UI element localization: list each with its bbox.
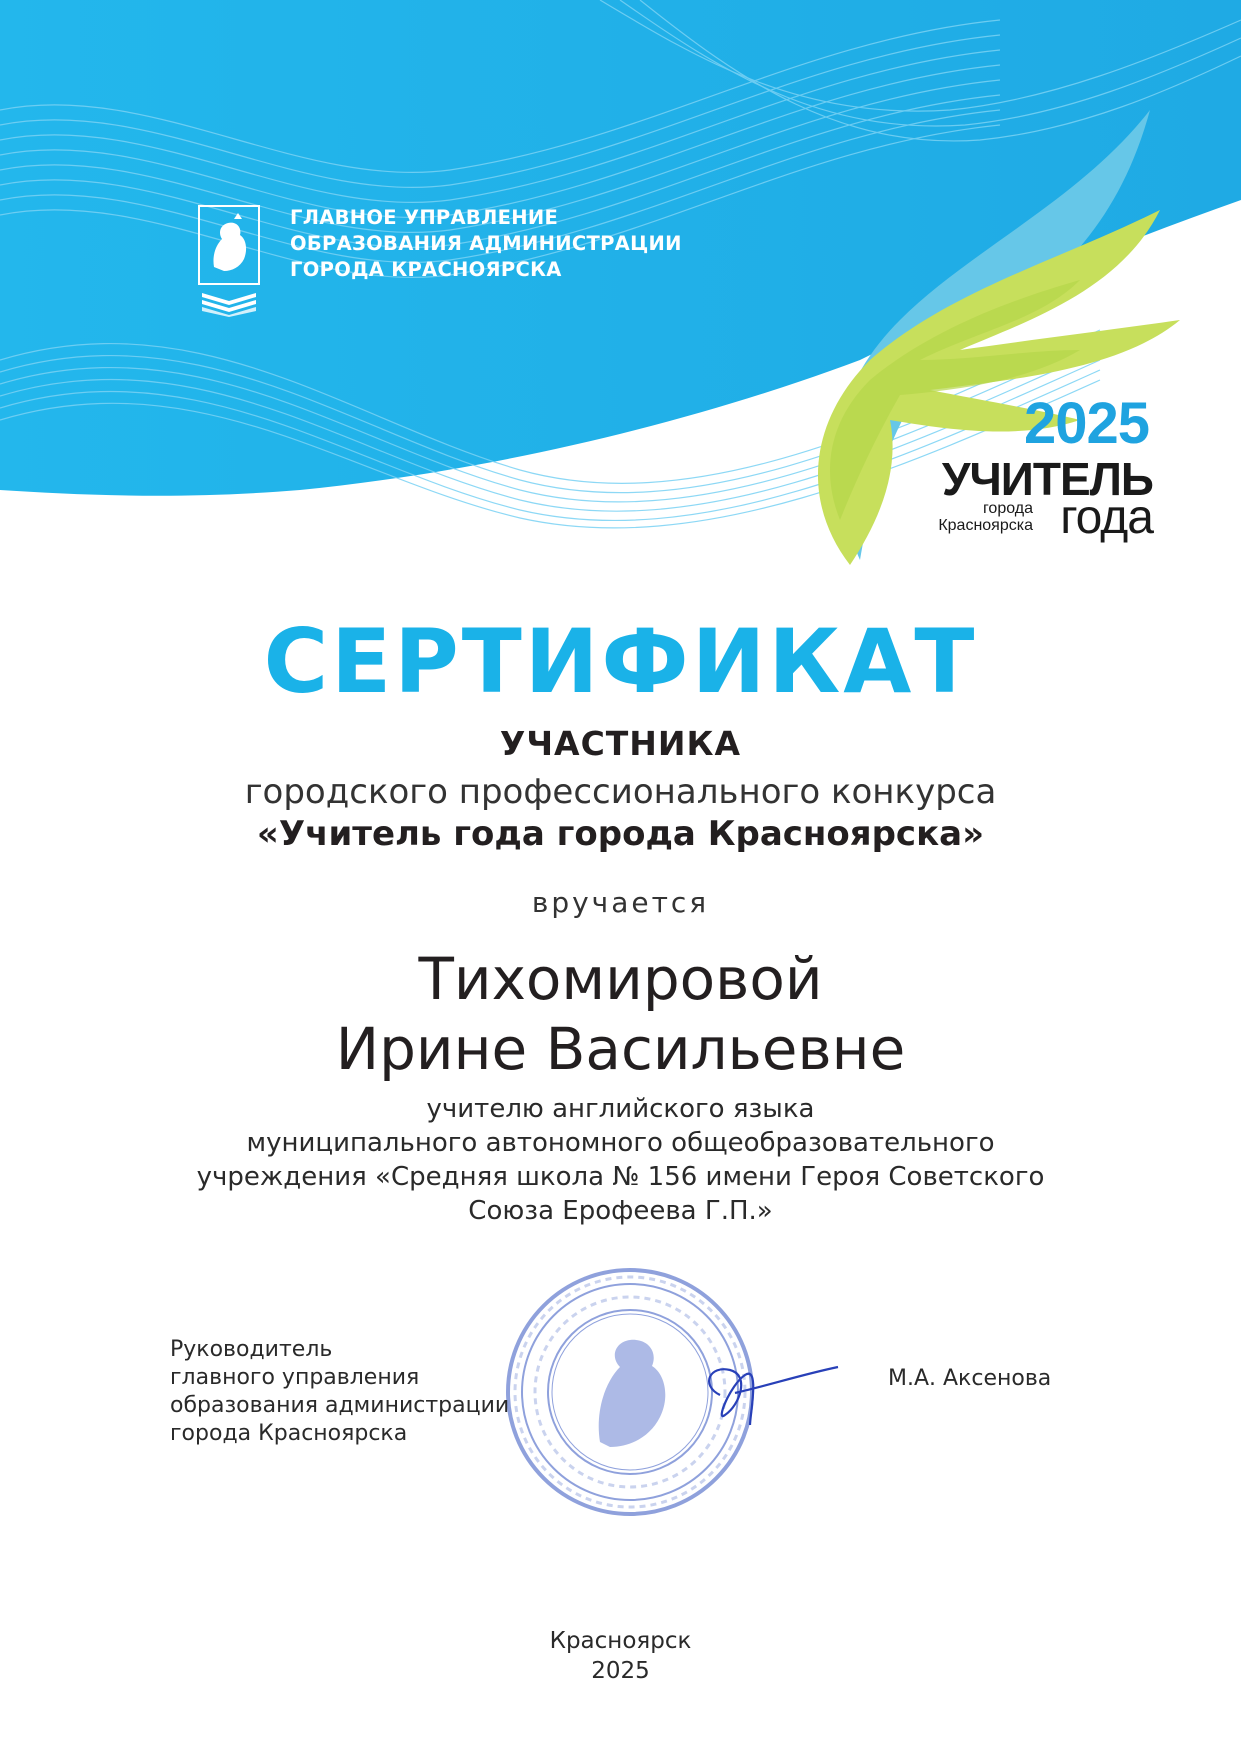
contest-logo (821, 390, 1241, 550)
signatory-role: Руководитель главного управления образования администрации города Красноярска (170, 1337, 510, 1446)
contest-name: «Учитель года города Красноярска» (256, 814, 985, 854)
certificate-title: СЕРТИФИКАТ (263, 610, 978, 713)
contest-description: городского профессионального конкурса (244, 772, 997, 812)
org-header (198, 205, 682, 317)
position-line: учителю английского языка (426, 1094, 815, 1124)
awarded-text: вручается (531, 886, 710, 919)
contest-logo-year: 2025 (1023, 391, 1149, 456)
recipient-position (0, 1092, 1241, 1228)
footer-year: 2025 (591, 1658, 650, 1684)
contest-logo-year-word: года (1060, 491, 1153, 544)
footer-city: Красноярск (549, 1628, 692, 1654)
position-line: учреждения «Средняя школа № 156 имени Героя Советского (196, 1162, 1045, 1192)
handwritten-signature (690, 1345, 840, 1435)
recipient-name (0, 944, 1241, 1084)
org-name: ГЛАВНОЕ УПРАВЛЕНИЕ ОБРАЗОВАНИЯ АДМИНИСТРАЦИИ ГОРОДА КРАСНОЯРСКА (290, 206, 682, 281)
city-coat-of-arms-logo (198, 205, 260, 317)
position-line: муниципального автономного общеобразовательного (246, 1128, 995, 1158)
recipient-given-names: Ирине Васильевне (335, 1015, 906, 1083)
certificate-subtitle: УЧАСТНИКА (499, 724, 742, 763)
signatory-name: М.А. Аксенова (888, 1366, 1052, 1391)
footer-place-date (0, 1626, 1241, 1686)
position-line: Союза Ерофеева Г.П.» (468, 1196, 773, 1226)
recipient-surname: Тихомировой (418, 945, 823, 1013)
contest-logo-city: города Красноярска (938, 500, 1033, 534)
contest-logo-title: УЧИТЕЛЬ (941, 453, 1153, 505)
